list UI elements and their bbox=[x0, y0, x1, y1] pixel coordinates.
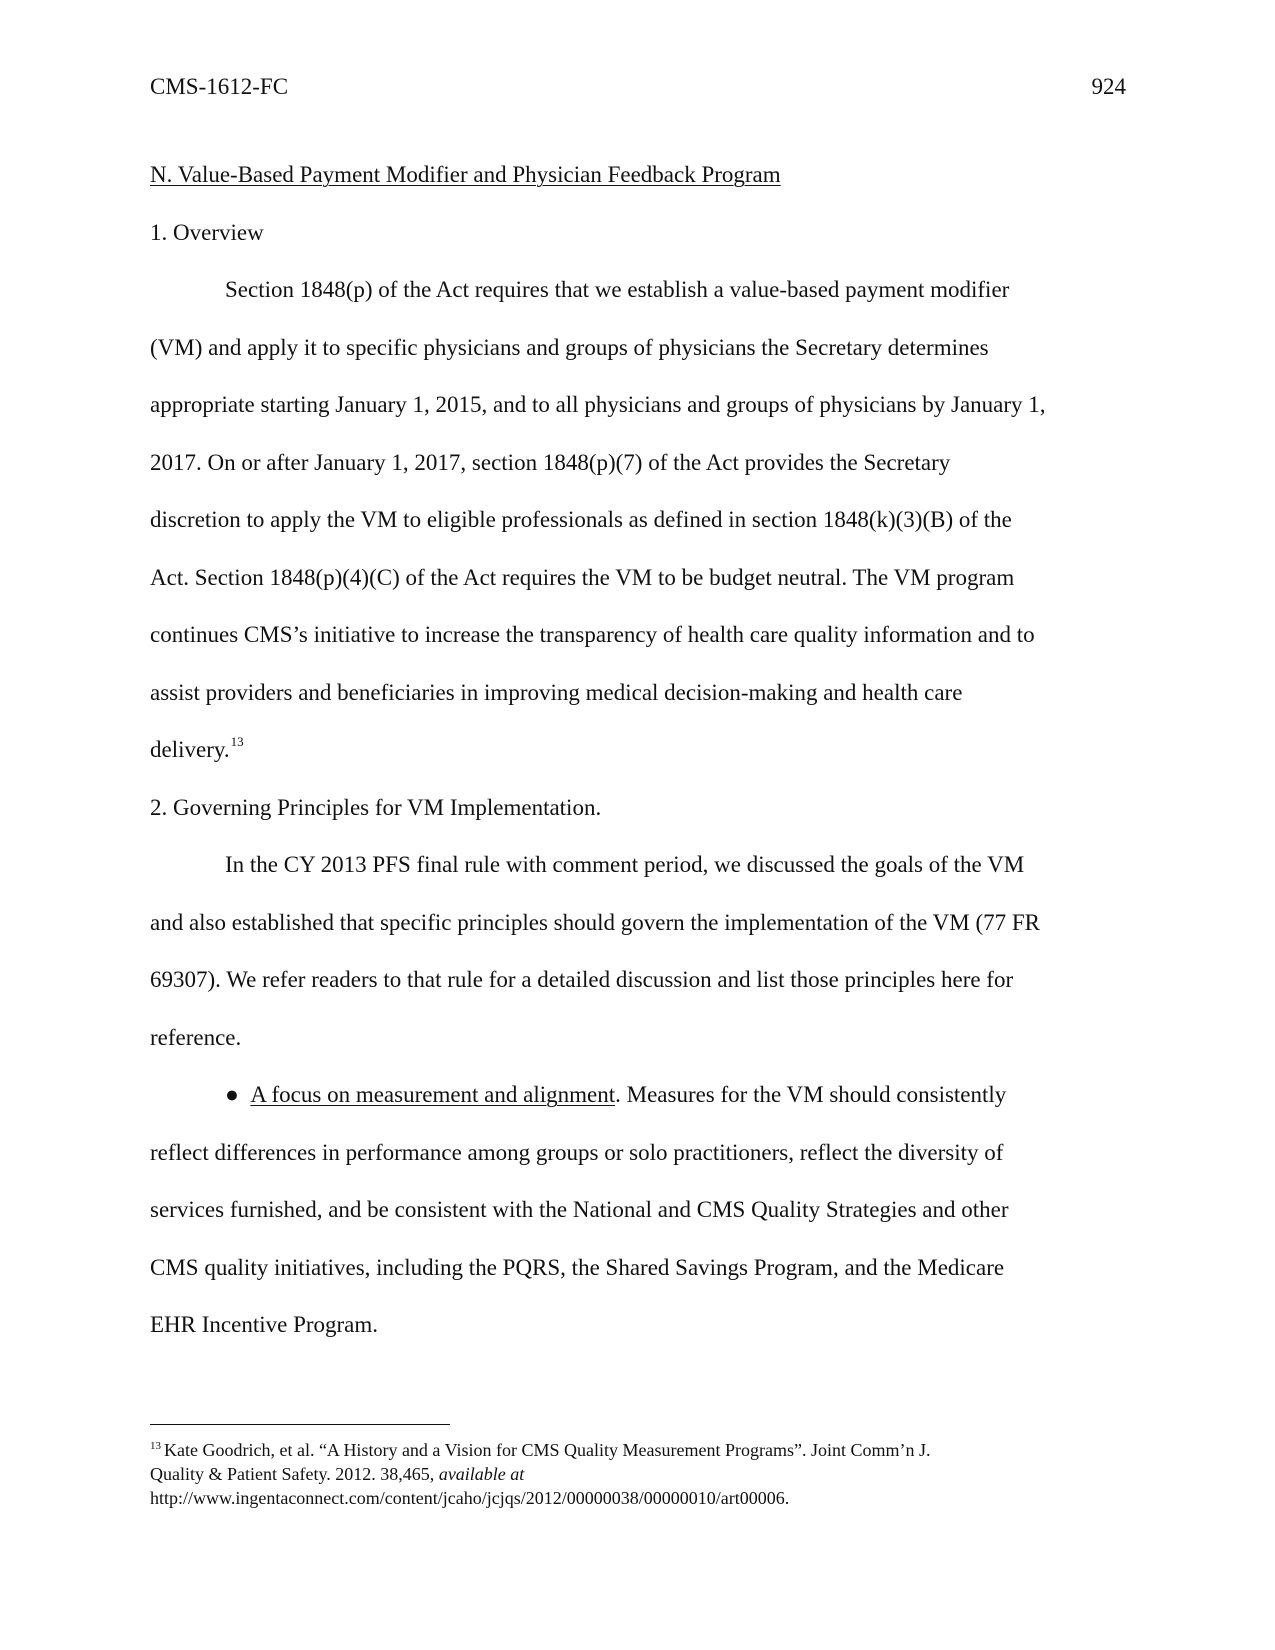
footnote-line bbox=[150, 1438, 1126, 1462]
overview-line: continues CMS’s initiative to increase the transparency of health care quality information and to bbox=[150, 622, 1035, 647]
principles-line: In the CY 2013 PFS final rule with comment period, we discussed the goals of the VM bbox=[225, 852, 1025, 877]
document-page bbox=[150, 0, 1126, 1650]
footnote bbox=[150, 1438, 1126, 1510]
bullet-line: CMS quality initiatives, including the PQRS, the Shared Savings Program, and the Medicare bbox=[150, 1254, 1005, 1280]
principles-line: and also established that specific principles should govern the implementation of the VM (77 FR bbox=[150, 909, 1041, 935]
overview-line: 2017. On or after January 1, 2017, section 1848(p)(7) of the Act provides the Secretary bbox=[150, 449, 951, 475]
bullet-first-line-text: . Measures for the VM should consistently bbox=[615, 1082, 1007, 1107]
overview-line: Act. Section 1848(p)(4)(C) of the Act requires the VM to be budget neutral. The VM program bbox=[150, 564, 1015, 590]
bullet-line: EHR Incentive Program. bbox=[150, 1312, 379, 1337]
footnote-reference: 13 bbox=[230, 734, 244, 749]
principles-line: reference. bbox=[150, 1024, 242, 1050]
overview-line: appropriate starting January 1, 2015, and to all physicians and groups of physicians by January 1, bbox=[150, 392, 1046, 417]
footnote-text: Kate Goodrich, et al. “A History and a Vision for CMS Quality Measurement Programs”. Joint Comm’n J. bbox=[164, 1440, 931, 1460]
bullet-line: services furnished, and be consistent with the National and CMS Quality Strategies and other bbox=[150, 1197, 1009, 1222]
page-number: 924 bbox=[1091, 74, 1126, 99]
bullet-icon: ● bbox=[225, 1082, 239, 1107]
footnote-italic-text: available at bbox=[438, 1464, 525, 1484]
footnote-url[interactable]: http://www.ingentaconnect.com/content/jcaho/jcjqs/2012/00000038/00000010/art00006. bbox=[150, 1488, 790, 1508]
overview-line: Section 1848(p) of the Act requires that we establish a value-based payment modifier bbox=[225, 277, 1010, 302]
page-header bbox=[150, 74, 1126, 104]
section-heading: N. Value-Based Payment Modifier and Physician Feedback Program bbox=[150, 162, 781, 187]
body-text bbox=[150, 146, 1126, 1354]
overview-line: discretion to apply the VM to eligible professionals as defined in section 1848(k)(3)(B) of the bbox=[150, 507, 1012, 532]
bullet-line: reflect differences in performance among groups or solo practitioners, reflect the diversity of bbox=[150, 1139, 1004, 1165]
overview-line: assist providers and beneficiaries in improving medical decision-making and health care bbox=[150, 679, 963, 705]
footnote-divider bbox=[150, 1424, 450, 1425]
overview-heading: 1. Overview bbox=[150, 219, 264, 245]
bullet-title: A focus on measurement and alignment bbox=[250, 1082, 616, 1107]
footnote-line bbox=[150, 1462, 1126, 1486]
footnote-number: 13 bbox=[150, 1440, 161, 1452]
principles-line: 69307). We refer readers to that rule for a detailed discussion and list those principles here for bbox=[150, 967, 1014, 992]
bullet-first-line bbox=[150, 1066, 1126, 1124]
document-id: CMS-1612-FC bbox=[150, 74, 289, 99]
overview-line-last bbox=[150, 721, 1126, 779]
footnote-text: Quality & Patient Safety. 2012. 38,465, bbox=[150, 1464, 439, 1484]
section-heading-line bbox=[150, 146, 1126, 204]
principles-heading: 2. Governing Principles for VM Implementation. bbox=[150, 794, 602, 820]
overview-last-text: delivery. bbox=[150, 737, 230, 762]
overview-line: (VM) and apply it to specific physicians and groups of physicians the Secretary determines bbox=[150, 334, 989, 360]
